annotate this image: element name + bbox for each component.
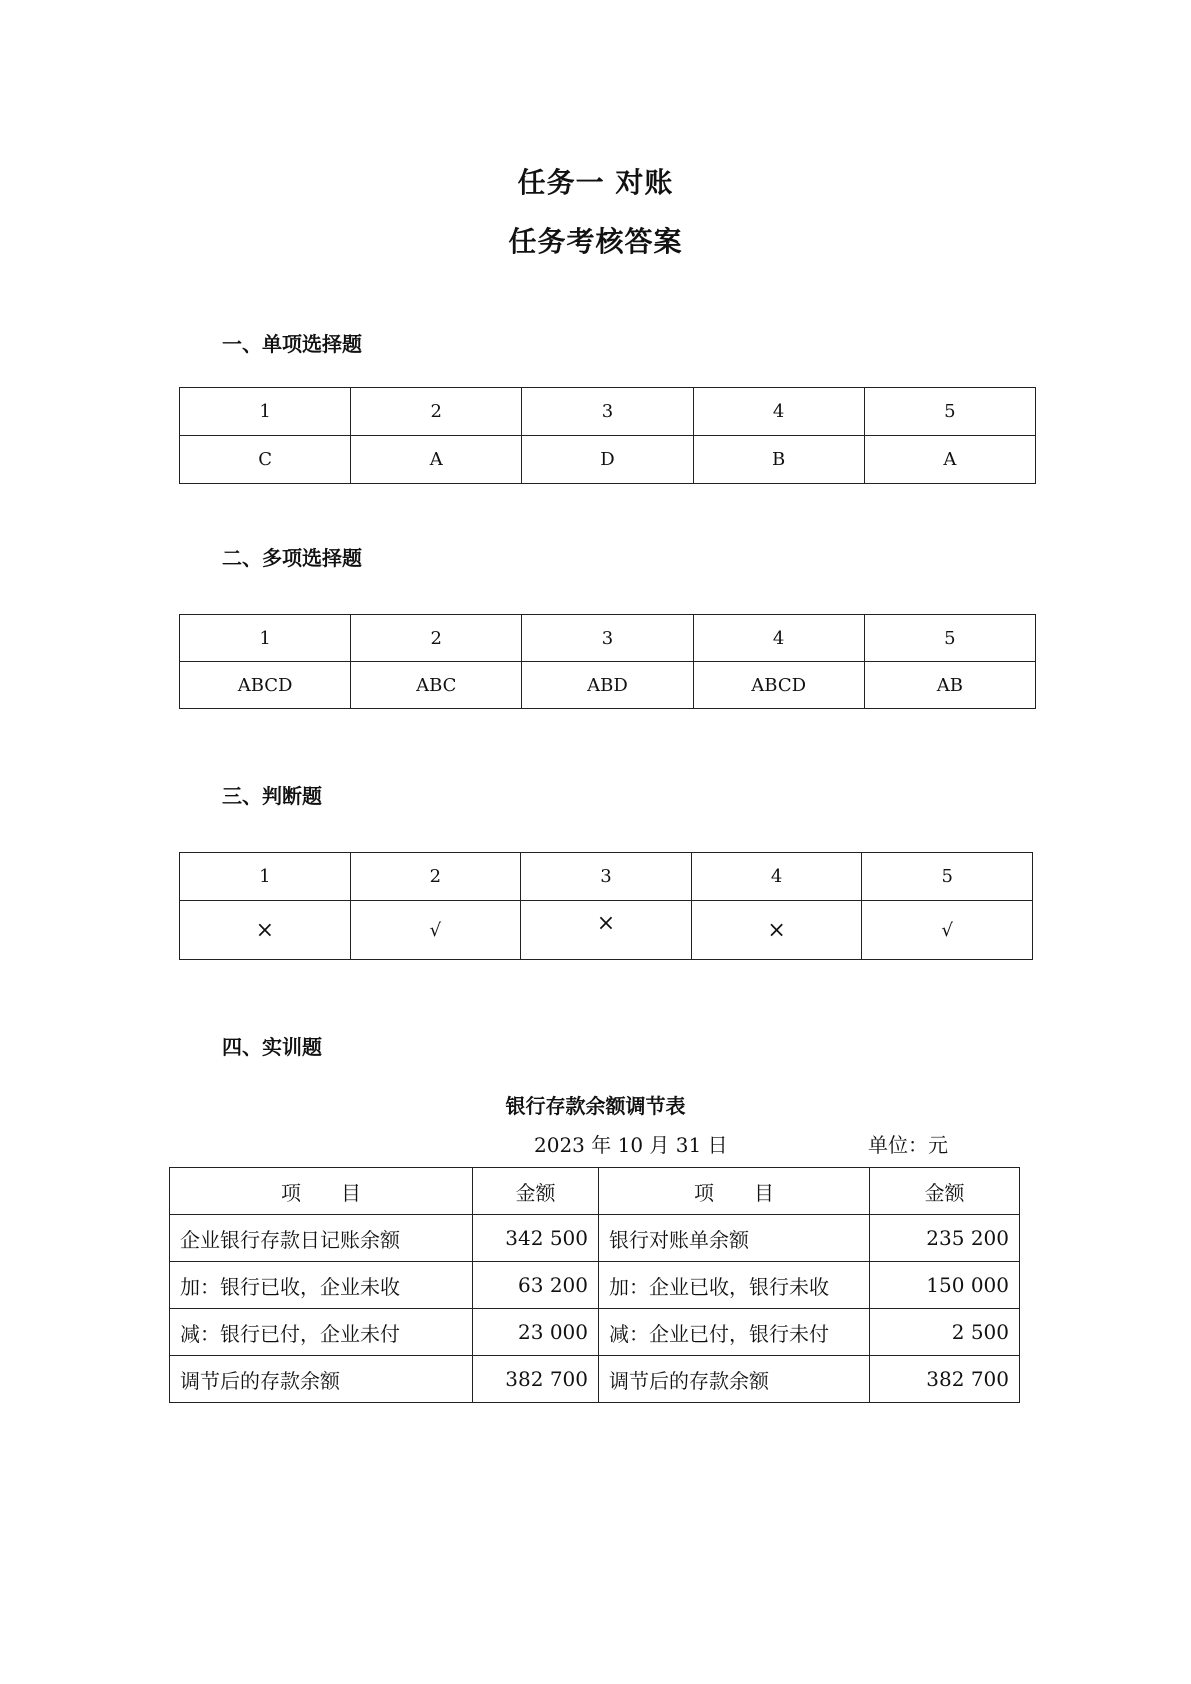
header-row (170, 1168, 1020, 1215)
section-heading-practice: 四、实训题 (222, 1035, 322, 1059)
answer-row (180, 901, 1033, 960)
question-number-cell: 2 (351, 615, 522, 662)
amount-cell: 382 700 (473, 1356, 599, 1403)
reconciliation-date: 2023 年 10 月 31 日 (534, 1133, 728, 1157)
question-number-cell: 1 (180, 388, 351, 436)
column-header-item: 项 目 (599, 1168, 870, 1215)
question-number-cell: 3 (522, 388, 693, 436)
multiple-choice-answer-table (179, 614, 1036, 709)
answer-cell: A (864, 436, 1035, 484)
section-heading-multiple-choice: 二、多项选择题 (222, 546, 362, 570)
amount-cell: 382 700 (870, 1356, 1020, 1403)
answer-cell: ABCD (180, 662, 351, 709)
question-number-row (180, 853, 1033, 901)
answer-cell: ABD (522, 662, 693, 709)
answer-cell: A (351, 436, 522, 484)
question-number-cell: 3 (521, 853, 692, 901)
question-number-cell: 3 (522, 615, 693, 662)
amount-cell: 342 500 (473, 1215, 599, 1262)
amount-cell: 23 000 (473, 1309, 599, 1356)
answer-cell: C (180, 436, 351, 484)
answer-cell: ABCD (693, 662, 864, 709)
table-row (170, 1215, 1020, 1262)
answer-cell: √ (862, 901, 1033, 960)
table-row (170, 1309, 1020, 1356)
question-number-cell: 1 (180, 853, 351, 901)
answer-row (180, 436, 1036, 484)
question-number-cell: 5 (862, 853, 1033, 901)
answer-cell: AB (864, 662, 1035, 709)
answer-cell: B (693, 436, 864, 484)
bank-reconciliation-table (169, 1167, 1020, 1403)
item-cell: 银行对账单余额 (599, 1215, 870, 1262)
question-number-cell: 2 (350, 853, 521, 901)
table-row (170, 1356, 1020, 1403)
column-header-amount: 金额 (870, 1168, 1020, 1215)
column-header-amount: 金额 (473, 1168, 599, 1215)
item-cell: 加：企业已收，银行未收 (599, 1262, 870, 1309)
page-title: 任务一 对账 (517, 166, 674, 199)
answer-row (180, 662, 1036, 709)
single-choice-answer-table (179, 387, 1036, 484)
table-row (170, 1262, 1020, 1309)
answer-cell: √ (350, 901, 521, 960)
amount-cell: 235 200 (870, 1215, 1020, 1262)
section-heading-judgment: 三、判断题 (222, 784, 322, 808)
item-cell: 减：企业已付，银行未付 (599, 1309, 870, 1356)
item-cell: 减：银行已付，企业未付 (170, 1309, 473, 1356)
amount-cell: 150 000 (870, 1262, 1020, 1309)
judgment-answer-table (179, 852, 1033, 960)
question-number-cell: 4 (691, 853, 862, 901)
answer-cell: D (522, 436, 693, 484)
question-number-cell: 4 (693, 388, 864, 436)
amount-cell: 63 200 (473, 1262, 599, 1309)
answer-cell: ABC (351, 662, 522, 709)
reconciliation-table-title: 银行存款余额调节表 (505, 1094, 686, 1118)
answer-cell: × (691, 901, 862, 960)
page-subtitle: 任务考核答案 (508, 225, 683, 258)
item-cell: 调节后的存款余额 (599, 1356, 870, 1403)
question-number-cell: 5 (864, 615, 1035, 662)
reconciliation-unit: 单位：元 (868, 1133, 948, 1157)
item-cell: 企业银行存款日记账余额 (170, 1215, 473, 1262)
amount-cell: 2 500 (870, 1309, 1020, 1356)
question-number-row (180, 615, 1036, 662)
question-number-cell: 1 (180, 615, 351, 662)
answer-cell: × (521, 901, 692, 960)
item-cell: 调节后的存款余额 (170, 1356, 473, 1403)
answer-cell: × (180, 901, 351, 960)
section-heading-single-choice: 一、单项选择题 (222, 332, 362, 356)
column-header-item: 项 目 (170, 1168, 473, 1215)
question-number-cell: 5 (864, 388, 1035, 436)
question-number-row (180, 388, 1036, 436)
question-number-cell: 2 (351, 388, 522, 436)
question-number-cell: 4 (693, 615, 864, 662)
item-cell: 加：银行已收，企业未收 (170, 1262, 473, 1309)
